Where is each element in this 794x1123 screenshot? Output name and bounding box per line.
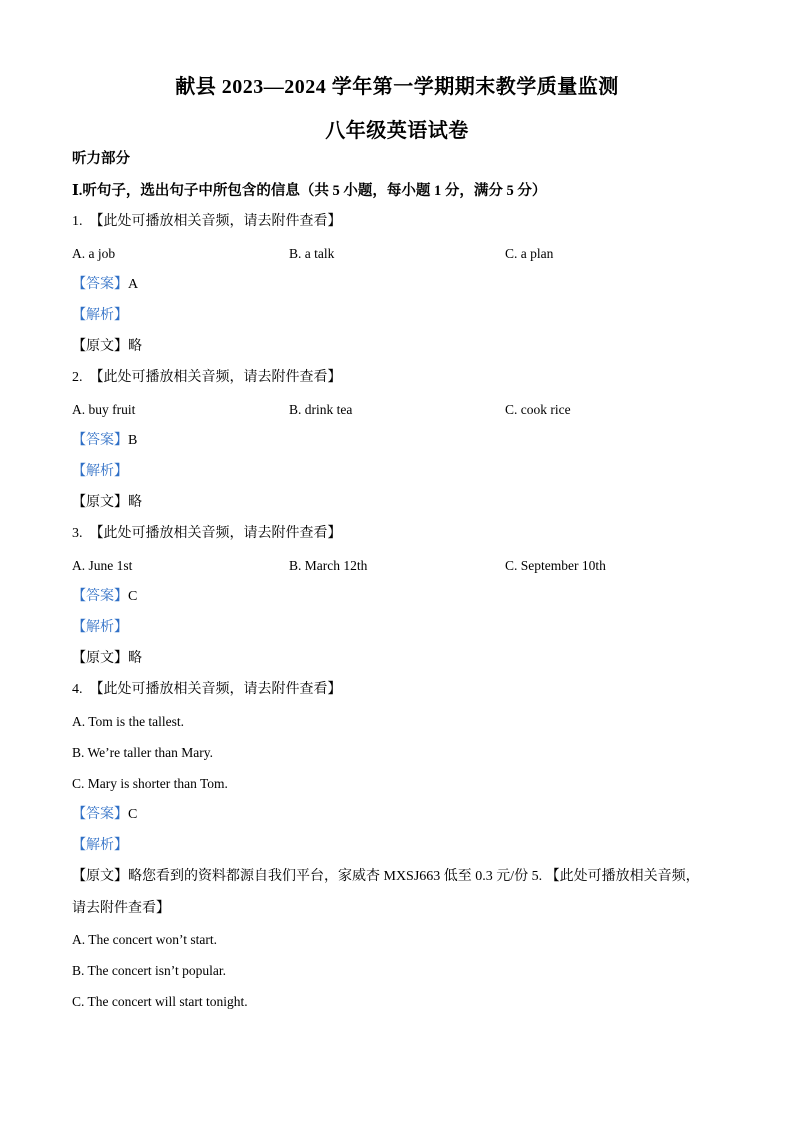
q4-option-a: A. Tom is the tallest. bbox=[72, 714, 185, 729]
q2-option-c: C. cook rice bbox=[505, 402, 571, 417]
q2-answer bbox=[72, 432, 137, 450]
question-number: 1. bbox=[72, 214, 83, 229]
q4-option-b: B. We’re taller than Mary. bbox=[72, 745, 213, 760]
q5-option-a: A. The concert won’t start. bbox=[72, 932, 217, 947]
question-number: 3. bbox=[72, 526, 83, 541]
q3-option-b: B. March 12th bbox=[289, 558, 368, 573]
exam-subtitle: 八年级英语试卷 bbox=[325, 120, 469, 142]
original-value: 略 bbox=[128, 495, 142, 510]
answer-label: 【答案】 bbox=[72, 433, 128, 448]
q4-answer bbox=[72, 806, 137, 824]
q1-option-c: C. a plan bbox=[505, 246, 554, 261]
question-number: 2. bbox=[72, 370, 83, 385]
original-label: 【原文】 bbox=[72, 495, 128, 510]
q1-option-a: A. a job bbox=[72, 246, 116, 261]
q2-option-b: B. drink tea bbox=[289, 402, 353, 417]
audio-note: 【此处可播放相关音频，请去附件查看】 bbox=[89, 526, 342, 541]
original-label: 【原文】 bbox=[72, 651, 128, 666]
audio-note: 【此处可播放相关音频，请去附件查看】 bbox=[89, 682, 342, 697]
answer-label: 【答案】 bbox=[72, 807, 128, 822]
q3-option-c: C. September 10th bbox=[505, 558, 606, 573]
q4-analysis: 【解析】 bbox=[72, 838, 128, 853]
q4-original bbox=[72, 868, 700, 886]
question-4-header bbox=[72, 681, 342, 699]
q5-header-continued: 请去附件查看】 bbox=[72, 901, 170, 916]
answer-label: 【答案】 bbox=[72, 589, 128, 604]
original-label: 【原文】 bbox=[72, 339, 128, 354]
audio-note: 【此处可播放相关音频，请去附件查看】 bbox=[89, 214, 342, 229]
original-text: 略您看到的资料都源自我们平台，家威杏 MXSJ663 低至 0.3 元/份 5. 【此处可播放相关音频， bbox=[128, 869, 700, 884]
section-listening: 听力部分 bbox=[72, 151, 130, 167]
q2-analysis: 【解析】 bbox=[72, 464, 128, 479]
q1-analysis: 【解析】 bbox=[72, 308, 128, 323]
q5-option-b: B. The concert isn’t popular. bbox=[72, 963, 226, 978]
q3-option-a: A. June 1st bbox=[72, 558, 133, 573]
q4-option-c: C. Mary is shorter than Tom. bbox=[72, 776, 228, 791]
answer-value: A bbox=[128, 277, 139, 292]
audio-note: 【此处可播放相关音频，请去附件查看】 bbox=[89, 370, 342, 385]
question-number: 4. bbox=[72, 682, 83, 697]
answer-value: C bbox=[128, 589, 138, 604]
q1-answer bbox=[72, 276, 138, 294]
q3-original bbox=[72, 650, 142, 668]
q3-answer bbox=[72, 588, 137, 606]
section-part1-heading: Ⅰ.听句子，选出句子中所包含的信息（共 5 小题，每小题 1 分，满分 5 分） bbox=[72, 183, 547, 199]
answer-label: 【答案】 bbox=[72, 277, 128, 292]
exam-title: 献县 2023—2024 学年第一学期期末教学质量监测 bbox=[175, 76, 619, 98]
q1-option-b: B. a talk bbox=[289, 246, 335, 261]
q2-original bbox=[72, 494, 142, 512]
original-value: 略 bbox=[128, 339, 142, 354]
q5-option-c: C. The concert will start tonight. bbox=[72, 994, 248, 1009]
question-2-header bbox=[72, 369, 342, 387]
question-3-header bbox=[72, 525, 342, 543]
q2-option-a: A. buy fruit bbox=[72, 402, 136, 417]
original-value: 略 bbox=[128, 651, 142, 666]
original-label: 【原文】 bbox=[72, 869, 128, 884]
question-1-header bbox=[72, 213, 342, 231]
answer-value: C bbox=[128, 807, 138, 822]
answer-value: B bbox=[128, 433, 138, 448]
q3-analysis: 【解析】 bbox=[72, 620, 128, 635]
q1-original bbox=[72, 338, 142, 356]
